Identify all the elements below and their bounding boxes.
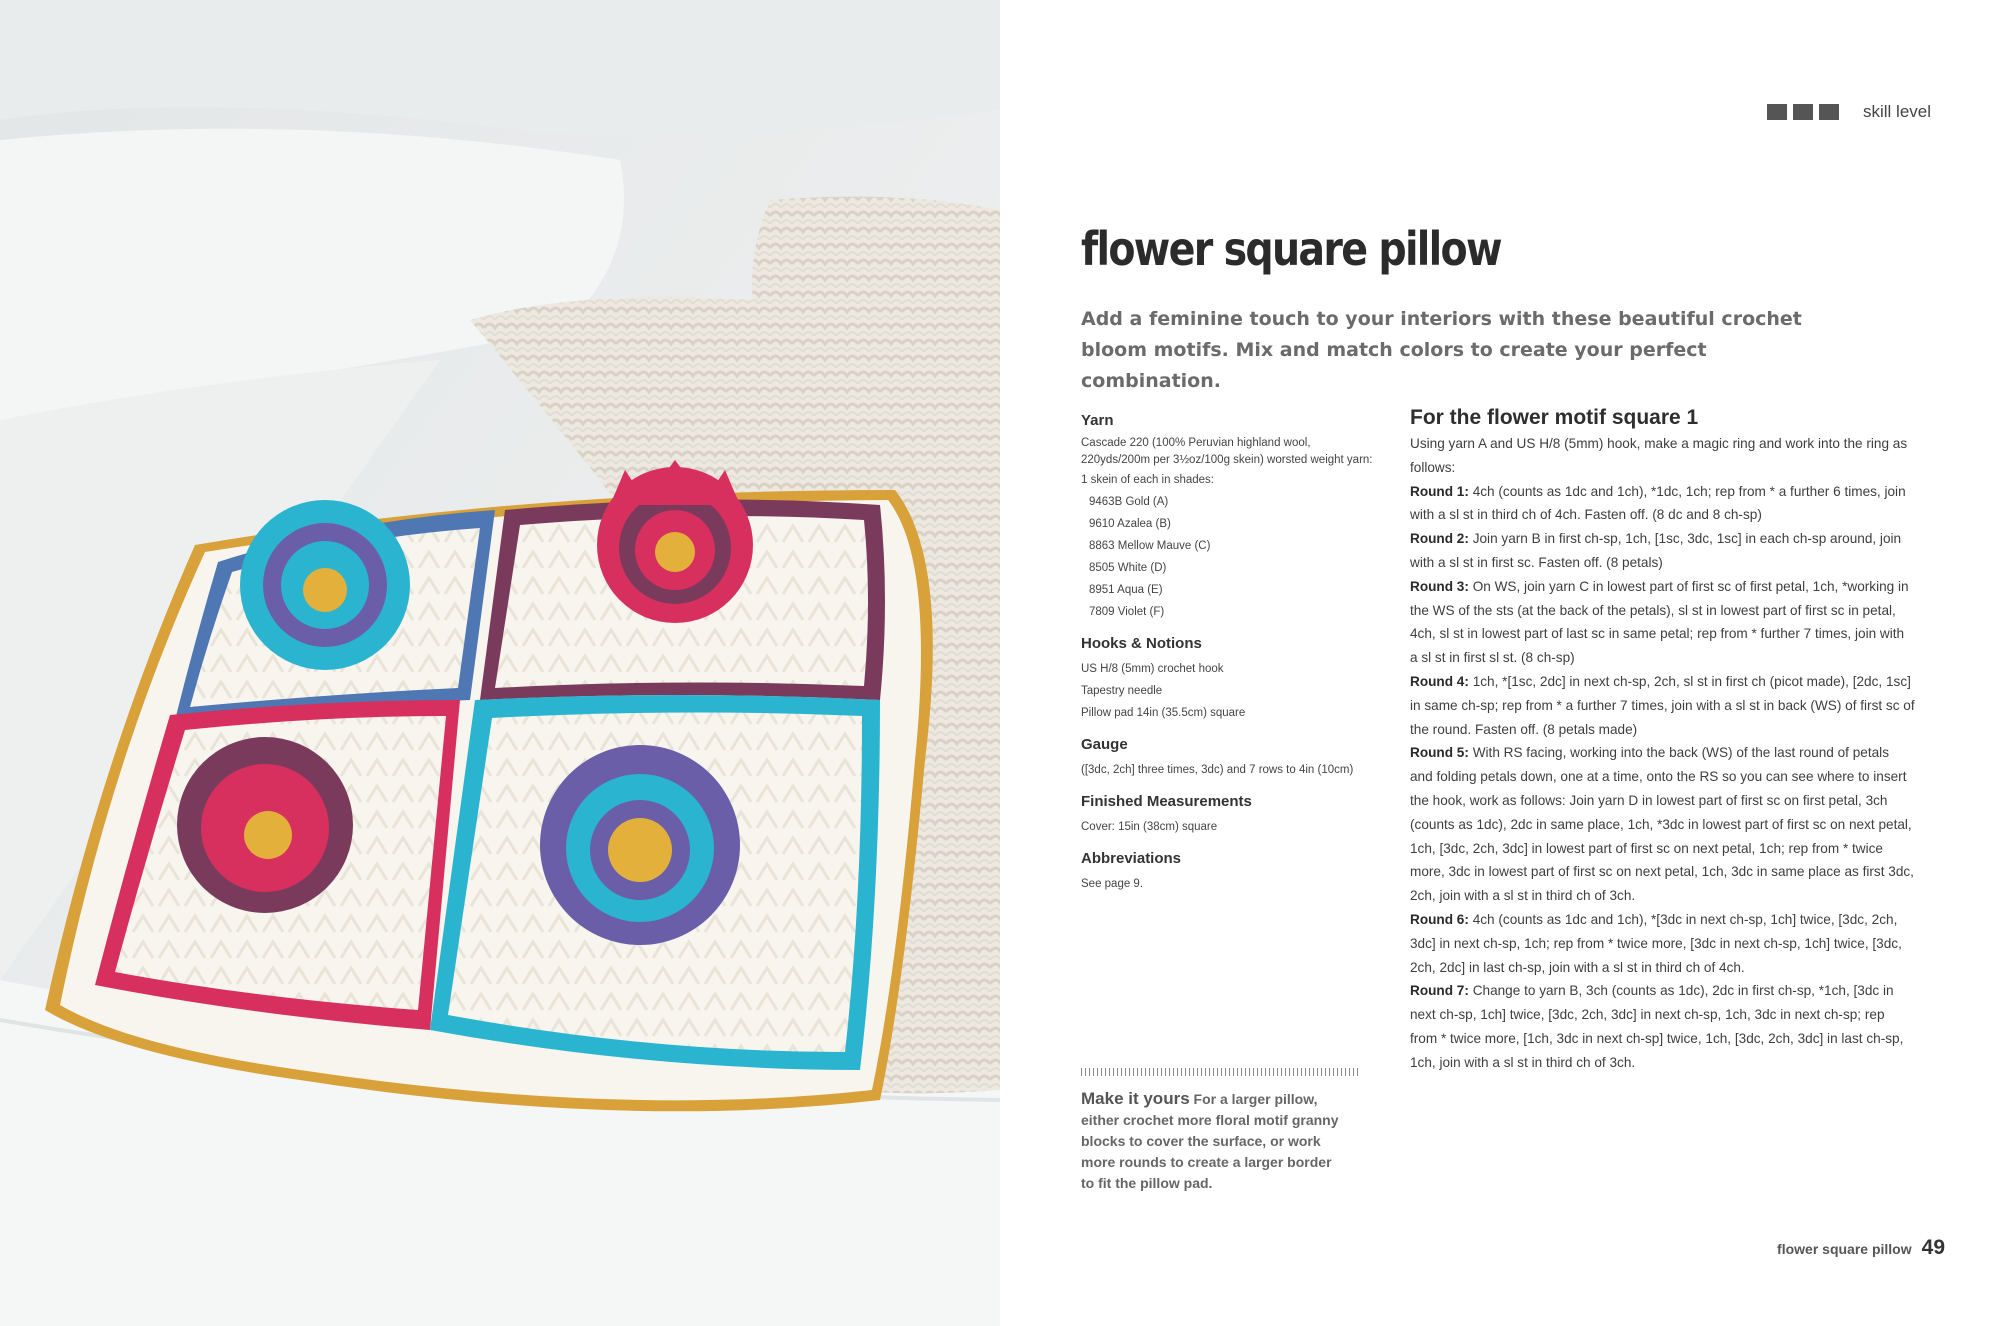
round-text: 4ch (counts as 1dc and 1ch), *[3dc in next ch-sp, 1ch] twice, [3dc, 2ch, 3dc] in next ch-sp, 1ch; rep from * twice more, [3dc in next ch-sp, 1ch] twice, [3dc, 2ch, 2dc] in last ch-sp, join with a sl st in third ch of 4ch. xyxy=(1410,911,1902,975)
round-label: Round 3: xyxy=(1410,578,1469,594)
flower-top-left xyxy=(240,500,410,670)
round-paragraph xyxy=(1410,670,1915,741)
footer-title: flower square pillow xyxy=(1777,1241,1912,1257)
finished-section xyxy=(1081,793,1381,838)
finished-text: Cover: 15in (38cm) square xyxy=(1081,821,1218,833)
tip-heading: Make it yours xyxy=(1081,1089,1190,1108)
yarn-shade: 9610 Azalea (B) xyxy=(1089,518,1171,530)
abbrev-section xyxy=(1081,850,1381,895)
flower-bottom-left xyxy=(177,737,353,913)
make-it-yours-tip xyxy=(1081,1088,1346,1194)
instructions-heading: For the flower motif square 1 xyxy=(1410,406,1699,429)
abbrev-text: See page 9. xyxy=(1081,878,1144,890)
round-label: Round 7: xyxy=(1410,983,1469,999)
hooks-section xyxy=(1081,635,1381,724)
gauge-heading: Gauge xyxy=(1081,736,1128,753)
instructions-column xyxy=(1410,406,1915,1075)
round-label: Round 6: xyxy=(1410,911,1469,927)
skill-square-icon xyxy=(1767,104,1787,120)
yarn-section xyxy=(1081,412,1381,623)
yarn-description: Cascade 220 (100% Peruvian highland wool, 220yds/200m per 3½oz/100g skein) worsted weight yarn: xyxy=(1081,437,1373,466)
hooks-item: Tapestry needle xyxy=(1081,685,1163,697)
materials-column xyxy=(1081,412,1381,907)
flower-top-right xyxy=(597,460,753,623)
round-text: Change to yarn B, 3ch (counts as 1dc), 2dc in first ch-sp, *1ch, [3dc in next ch-sp, 1ch] twice, [3dc, 2ch, 3dc] in next ch-sp, 1ch, 3dc in next ch-sp; rep from * twice more, [1ch, 3dc in next ch-sp] twice, 1ch, [3dc, 2ch, 3dc] in last ch-sp, 1ch, join with a sl st in third ch of 3ch. xyxy=(1410,983,1904,1070)
round-text: 1ch, *[1sc, 2dc] in next ch-sp, 2ch, sl st in first ch (picot made), [2dc, 1sc] in same ch-sp; rep from * a further 7 times, join with a sl st in back (WS) of first sc of the round. Fasten off. (8 petals made) xyxy=(1410,673,1915,737)
yarn-shade: 9463B Gold (A) xyxy=(1089,496,1169,508)
round-text: 4ch (counts as 1dc and 1ch), *1dc, 1ch; rep from * a further 6 times, join with a sl st in third ch of 4ch. Fasten off. (8 dc and 8 ch-sp) xyxy=(1410,483,1906,523)
round-paragraph xyxy=(1410,480,1915,528)
tip-text: For a larger pillow, either crochet more floral motif granny blocks to cover the surface, or work more rounds to create a larger border to fit the pillow pad. xyxy=(1081,1091,1339,1191)
page-footer xyxy=(1777,1236,1945,1260)
skill-square-icon xyxy=(1793,104,1813,120)
round-label: Round 2: xyxy=(1410,531,1469,547)
gauge-text: ([3dc, 2ch] three times, 3dc) and 7 rows to 4in (10cm) xyxy=(1081,764,1354,776)
flower-bottom-right xyxy=(540,745,740,945)
round-label: Round 4: xyxy=(1410,673,1469,689)
round-paragraph xyxy=(1410,575,1915,670)
round-text: With RS facing, working into the back (WS) of the last round of petals and folding petals down, one at a time, onto the RS so you can see where to insert the hook, work as follows: Join yarn D in lowest part of first sc on first petal, 3ch (counts as 1dc), 2dc in same place, 1ch, *3dc in lowest part of first sc on next petal, 1ch, [3dc, 2ch, 3dc] in lowest part of first sc on next petal, 1ch; rep from * twice more, 3dc in lowest part of first sc on next petal, 1ch, 3dc in same place as first 3dc, 2ch, join with a sl st in third ch of 3ch. xyxy=(1410,745,1914,904)
pattern-page xyxy=(1000,0,2000,1326)
hooks-item: US H/8 (5mm) crochet hook xyxy=(1081,663,1224,675)
round-label: Round 1: xyxy=(1410,483,1469,499)
round-paragraph xyxy=(1410,908,1915,979)
hooks-item: Pillow pad 14in (35.5cm) square xyxy=(1081,707,1246,719)
skill-level-indicator xyxy=(1767,102,1931,122)
round-label: Round 5: xyxy=(1410,745,1469,761)
yarn-shade: 7809 Violet (F) xyxy=(1089,606,1165,618)
round-paragraph xyxy=(1410,527,1915,575)
yarn-shade: 8505 White (D) xyxy=(1089,562,1167,574)
yarn-heading: Yarn xyxy=(1081,412,1114,429)
gauge-section xyxy=(1081,736,1381,781)
tip-divider xyxy=(1081,1068,1361,1076)
page-title: flower square pillow xyxy=(1081,222,1501,276)
finished-heading: Finished Measurements xyxy=(1081,793,1252,810)
skill-level-label: skill level xyxy=(1863,102,1932,121)
round-paragraph xyxy=(1410,979,1915,1074)
round-paragraph xyxy=(1410,741,1915,908)
intro-text: Add a feminine touch to your interiors with these beautiful crochet bloom motifs. Mix and match colors to create your perfect combination. xyxy=(1081,308,1802,392)
instructions-intro: Using yarn A and US H/8 (5mm) hook, make a magic ring and work into the ring as follows: xyxy=(1410,436,1908,475)
hooks-heading: Hooks & Notions xyxy=(1081,635,1202,652)
round-text: Join yarn B in first ch-sp, 1ch, [1sc, 3dc, 1sc] in each ch-sp around, join with a sl st in first sc. Fasten off. (8 petals) xyxy=(1410,531,1902,570)
skill-square-icon xyxy=(1819,104,1839,120)
yarn-each: 1 skein of each in shades: xyxy=(1081,474,1214,486)
page-number: 49 xyxy=(1921,1236,1945,1259)
yarn-shade: 8951 Aqua (E) xyxy=(1089,584,1163,596)
yarn-shade: 8863 Mellow Mauve (C) xyxy=(1089,540,1211,552)
round-text: On WS, join yarn C in lowest part of first sc of first petal, 1ch, *working in the WS of the sts (at the back of the petals), sl st in lowest part of first sc in petal, 4ch, sl st in lowest part of last sc in same petal; rep from * further 7 times, join with a sl st in first sl st. (8 ch-sp) xyxy=(1410,578,1909,666)
abbrev-heading: Abbreviations xyxy=(1081,850,1182,867)
